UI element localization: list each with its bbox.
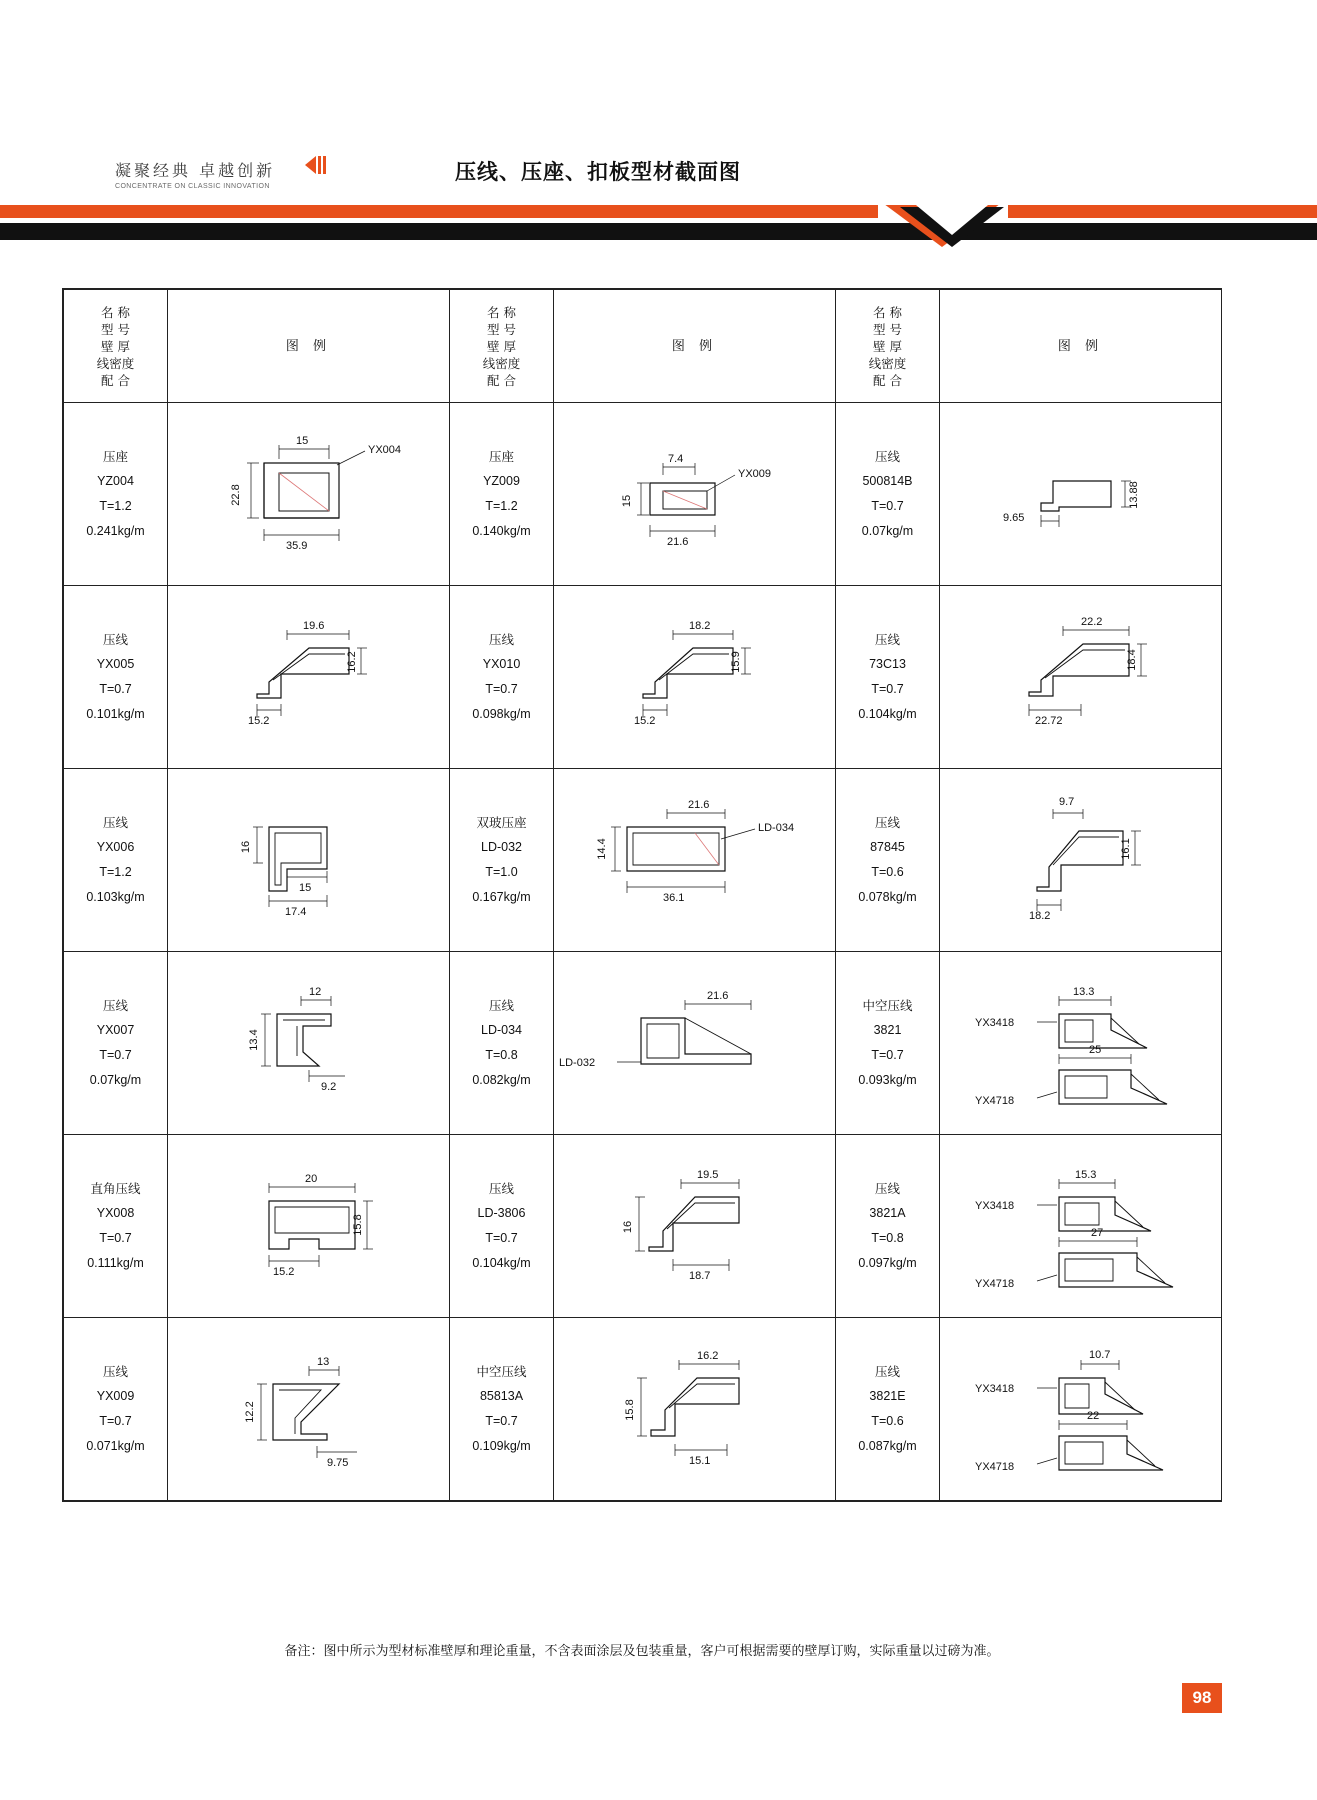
spec-cell [836,1135,940,1318]
dim-label: 21.6 [706,990,728,1002]
header-label-fit: 配 合 [873,372,902,388]
profile-density: 0.241kg/m [86,524,145,538]
profile-density: 0.104kg/m [472,1256,531,1270]
dim-label: 35.9 [285,540,307,552]
header-label-name: 名 称 [873,304,902,320]
profile-drawing-ld3806 [554,1135,835,1317]
spec-cell [64,586,168,769]
profile-name: 中空压线 [862,998,913,1013]
profile-thickness: T=0.7 [99,1231,132,1245]
figure-cell [940,1135,1222,1318]
dim-label: 21.6 [666,536,688,548]
profile-model: YZ009 [483,474,520,488]
profile-thickness: T=0.7 [99,1048,132,1062]
header-label-density: 线密度 [868,355,907,371]
profile-model: YX006 [96,840,135,854]
dim-label: 14.4 [595,838,608,860]
dim-label: 15.9 [729,651,742,673]
profile-model: 3821A [869,1206,906,1220]
figure-cell [168,769,450,952]
profile-name: 双玻压座 [476,815,527,830]
profile-model: YX010 [482,657,521,671]
profile-density: 0.093kg/m [858,1073,917,1087]
dim-label: 22.2 [1080,616,1102,628]
profile-density: 0.082kg/m [472,1073,531,1087]
profile-thickness: T=0.7 [99,1414,132,1428]
figure-cell [940,403,1222,586]
profile-model: 500814B [862,474,913,488]
profile-name: 直角压线 [90,1181,141,1196]
header-label-thickness: 壁 厚 [101,338,130,354]
spec-cell [64,1135,168,1318]
profile-drawing-500814b [940,403,1221,585]
brand-logo-marks [305,156,326,174]
figure-cell [940,1318,1222,1501]
part-label: YX3418 [974,1383,1014,1395]
profile-density: 0.087kg/m [858,1439,917,1453]
table-row [64,586,1222,769]
header-labels-2 [450,290,554,403]
profile-thickness: T=0.8 [485,1048,518,1062]
profile-thickness: T=0.7 [871,1048,904,1062]
bar-icon-2 [323,156,326,174]
profile-name: 压线 [874,1364,900,1379]
profile-density: 0.071kg/m [86,1439,145,1453]
profile-density: 0.078kg/m [858,890,917,904]
spec-cell [836,586,940,769]
profile-thickness: T=1.2 [99,865,132,879]
part-label: YX3418 [974,1200,1014,1212]
spec-cell [64,1318,168,1501]
dim-label: 17.4 [284,906,306,918]
profile-drawing-yx008 [168,1135,449,1317]
profile-density: 0.098kg/m [472,707,531,721]
bar-icon-1 [318,156,321,174]
table-row [64,952,1222,1135]
brand-title-cn: 凝聚经典 卓越创新 [115,161,276,180]
dim-label: 9.75 [326,1457,348,1469]
profile-name: 压线 [488,998,514,1013]
header-label-model: 型 号 [487,321,516,337]
profile-drawing-85813a [554,1318,835,1500]
part-label: YX004 [367,444,401,456]
profile-model: YX009 [96,1389,135,1403]
part-label: YX009 [737,468,771,480]
part-label: LD-034 [757,822,794,834]
dim-label: 9.2 [320,1081,336,1093]
dim-label: 25 [1088,1044,1101,1056]
figure-cell [168,1135,450,1318]
footnote: 备注：图中所示为型材标准壁厚和理论重量，不含表面涂层及包装重量，客户可根据需要的壁厚订购，实际重量以过磅为准。 [284,1644,1000,1659]
header-labels-1 [64,290,168,403]
profile-drawing-yx007 [168,952,449,1134]
profile-density: 0.101kg/m [86,707,145,721]
dim-label: 13.3 [1072,986,1094,998]
profile-model: 3821 [873,1023,902,1037]
dim-label: 19.6 [302,620,324,632]
spec-cell [64,769,168,952]
profile-density: 0.109kg/m [472,1439,531,1453]
profile-thickness: T=0.6 [871,865,904,879]
spec-cell [836,1318,940,1501]
figure-cell [168,952,450,1135]
dim-label: 13.88 [1127,481,1140,509]
dim-label: 12.2 [243,1401,256,1423]
profile-model: 87845 [870,840,905,854]
profile-thickness: T=0.7 [485,1414,518,1428]
dim-label: 15 [620,494,633,508]
profile-model: LD-3806 [477,1206,526,1220]
figure-cell [168,586,450,769]
profile-name: 压线 [102,815,128,830]
figure-cell [554,1135,836,1318]
dim-label: 15 [298,882,311,894]
profile-model: 3821E [869,1389,906,1403]
banner-black-band [0,223,1317,240]
header-label-thickness: 壁 厚 [487,338,516,354]
figure-cell [554,586,836,769]
header-label-model: 型 号 [873,321,902,337]
table-row [64,1135,1222,1318]
profile-thickness: T=1.2 [99,499,132,513]
header-figure-2: 图 例 [554,290,836,403]
dim-label: 21.6 [687,799,709,811]
profile-drawing-yx006 [168,769,449,951]
dim-label: 18.4 [1125,649,1138,671]
dim-label: 16.1 [1119,838,1132,860]
dim-label: 9.65 [1002,512,1024,524]
header-label-name: 名 称 [101,304,130,320]
dim-label: 18.2 [1028,910,1050,922]
table-row [64,769,1222,952]
header-label-density: 线密度 [482,355,521,371]
dim-label: 13 [316,1356,329,1368]
profile-name: 中空压线 [476,1364,527,1379]
profile-name: 压线 [102,998,128,1013]
dim-label: 22.72 [1034,715,1063,727]
header-label-fit: 配 合 [487,372,516,388]
header-label-fit: 配 合 [101,372,130,388]
figure-cell [554,1318,836,1501]
profile-density: 0.104kg/m [858,707,917,721]
part-label: YX4718 [974,1095,1014,1107]
spec-cell [450,586,554,769]
profile-name: 压线 [488,632,514,647]
triangle-icon [305,156,316,174]
spec-cell [64,403,168,586]
profile-drawing-yz004 [168,403,449,585]
decorative-banner [0,205,1317,260]
profile-name: 压线 [874,1181,900,1196]
dim-label: 15.3 [1074,1169,1096,1181]
page-number-badge: 98 [1182,1683,1222,1713]
figure-cell [554,952,836,1135]
chevron-white-icon [916,205,988,235]
profile-thickness: T=0.7 [99,682,132,696]
spec-cell [836,952,940,1135]
profile-drawing-3821e [940,1318,1221,1500]
dim-label: 27 [1090,1227,1103,1239]
dim-label: 36.1 [662,892,684,904]
dim-label: 22 [1086,1410,1099,1422]
header-label-name: 名 称 [487,304,516,320]
dim-label: 15 [295,435,308,447]
page-header [0,150,1317,260]
profile-drawing-ld034 [554,952,835,1134]
dim-label: 19.5 [696,1169,718,1181]
page-title: 压线、压座、扣板型材截面图 [455,160,741,184]
profile-drawing-yx010 [554,586,835,768]
part-label: LD-032 [558,1057,595,1069]
profile-name: 压线 [102,632,128,647]
figure-cell [554,403,836,586]
profile-model: LD-034 [481,1023,522,1037]
part-label: YX3418 [974,1017,1014,1029]
dim-label: 10.7 [1088,1349,1110,1361]
profile-name: 压线 [874,632,900,647]
profiles-table [63,289,1222,1501]
dim-label: 15.1 [688,1455,710,1467]
profile-density: 0.140kg/m [472,524,531,538]
profile-drawing-73c13 [940,586,1221,768]
dim-label: 16.2 [696,1350,718,1362]
figure-cell [940,586,1222,769]
dim-label: 15.2 [272,1266,294,1278]
figure-cell [168,1318,450,1501]
table-row [64,1318,1222,1501]
dim-label: 7.4 [667,453,683,465]
dim-label: 16 [621,1220,634,1234]
profile-drawing-3821a [940,1135,1221,1317]
profile-thickness: T=0.7 [485,682,518,696]
header-figure-3: 图 例 [940,290,1222,403]
banner-orange-band [0,205,1317,218]
profile-drawing-3821 [940,952,1221,1134]
spec-cell [450,952,554,1135]
profile-name: 压线 [102,1364,128,1379]
profile-model: YZ004 [97,474,134,488]
part-label: YX4718 [974,1461,1014,1473]
profile-model: YX007 [96,1023,135,1037]
spec-cell [450,403,554,586]
profile-drawing-yx005 [168,586,449,768]
figure-cell [940,769,1222,952]
dim-label: 20 [304,1173,317,1185]
spec-cell [64,952,168,1135]
profile-name: 压线 [488,1181,514,1196]
profile-name: 压座 [488,449,514,464]
figure-cell [168,403,450,586]
profile-name: 压线 [874,815,900,830]
dim-label: 15.2 [633,715,655,727]
profile-thickness: T=0.7 [485,1231,518,1245]
profile-density: 0.07kg/m [89,1073,142,1087]
profile-density: 0.103kg/m [86,890,145,904]
profile-thickness: T=0.6 [871,1414,904,1428]
table-header-row [64,290,1222,403]
profile-thickness: T=1.2 [485,499,518,513]
profile-density: 0.111kg/m [87,1256,144,1270]
figure-cell [940,952,1222,1135]
figure-cell [554,769,836,952]
profile-name: 压座 [102,449,128,464]
profile-thickness: T=0.7 [871,682,904,696]
profile-density: 0.07kg/m [861,524,914,538]
profile-model: YX005 [96,657,135,671]
profile-drawing-87845 [940,769,1221,951]
profile-model: 73C13 [869,657,906,671]
part-label: YX4718 [974,1278,1014,1290]
profile-thickness: T=0.7 [871,499,904,513]
spec-cell [836,403,940,586]
profile-drawing-yz009 [554,403,835,585]
profile-density: 0.097kg/m [858,1256,917,1270]
profile-name: 压线 [874,449,900,464]
header-label-thickness: 壁 厚 [873,338,902,354]
profile-model: YX008 [96,1206,135,1220]
profile-model: 85813A [479,1389,524,1403]
header-figure-1: 图 例 [168,290,450,403]
profile-thickness: T=1.0 [485,865,518,879]
dim-label: 22.8 [229,484,242,506]
profile-drawing-ld032 [554,769,835,951]
dim-label: 16 [239,840,252,854]
header-labels-3 [836,290,940,403]
dim-label: 12 [308,986,321,998]
table-row [64,403,1222,586]
spec-cell [450,769,554,952]
dim-label: 18.2 [688,620,710,632]
profiles-sheet [62,288,1222,1502]
dim-label: 15.8 [623,1399,636,1421]
dim-label: 9.7 [1058,796,1074,808]
spec-cell [836,769,940,952]
profile-density: 0.167kg/m [472,890,531,904]
dim-label: 15.2 [247,715,269,727]
dim-label: 15.8 [351,1214,364,1236]
spec-cell [450,1318,554,1501]
header-label-density: 线密度 [96,355,135,371]
profile-thickness: T=0.8 [871,1231,904,1245]
spec-cell [450,1135,554,1318]
header-label-model: 型 号 [101,321,130,337]
profile-model: LD-032 [481,840,522,854]
dim-label: 16.2 [345,651,358,673]
dim-label: 13.4 [247,1029,260,1051]
profile-drawing-yx009-line [168,1318,449,1500]
brand-title-en: CONCENTRATE ON CLASSIC INNOVATION [115,183,270,190]
dim-label: 18.7 [688,1270,710,1282]
